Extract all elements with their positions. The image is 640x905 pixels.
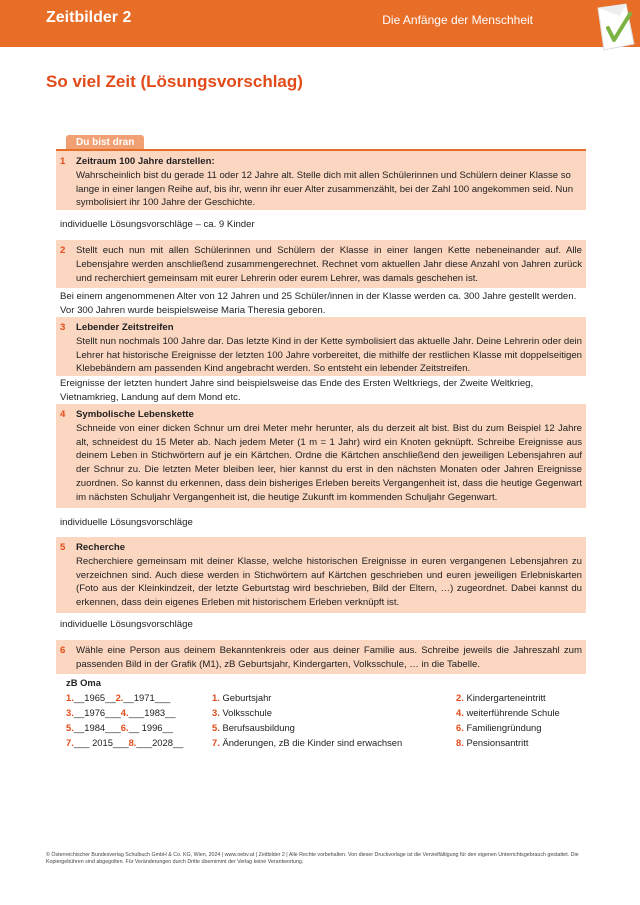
task-number: 3 [60,322,66,333]
years-row: 3.__1976___4.___1983__ [66,707,176,718]
task-text: Schneide von einer dicken Schnur um drei Meter mehr herunter, als du derzeit alt bist. Bist du zum Beispiel 12 Jahre alt, schneidest du 15 Meter ab. Nach jedem Meter (1 m = 1 Jahr) wird ein Knoten geknüpft. Schreibe Ereignisse aus deinem Leben in Stichwörtern auf je ein Kärtchen. Ordne die Kärtchen anschließend den jeweiligen Lebensjahren auf der Schnur zu. Die letzten Meter bleiben leer, hier kannst du erst in den nächsten Monaten oder Jahren Ereignisse zuordnen. So kannst du erkennen, dass dein bisheriges Erleben bereits Vergangenheit ist, dass die heutige Gegenwart im nächsten Schuljahr Vergangenheit ist, die heutige Zukunft im kommenden Schuljahr Gegenwart. [76,422,582,503]
page-header [0,0,640,47]
example-items-left [212,690,442,750]
list-item: 1. Geburtsjahr [212,692,272,703]
list-item: 5. Berufsausbildung [212,722,295,733]
task-heading: Symbolische Lebenskette [76,409,194,420]
task-number: 1 [60,156,66,167]
list-item: 2. Kindergarteneintritt [456,692,546,703]
years-row: 7.___ 2015___8.___2028__ [66,737,184,748]
task-number: 5 [60,542,66,553]
section-tab: Du bist dran [66,135,144,151]
answer-4: individuelle Lösungsvorschläge [60,517,193,528]
years-row: 5.__1984___6.__ 1996__ [66,722,173,733]
list-item: 7. Änderungen, zB die Kinder sind erwachsen [212,737,403,748]
list-item: 6. Familiengründung [456,722,542,733]
task-4 [56,404,586,508]
task-2 [56,240,586,288]
book-logo: Zeitbilder 2 [46,9,132,26]
task-3 [56,317,586,376]
answer-1: individuelle Lösungsvorschläge – ca. 9 Kinder [60,219,255,230]
answer-2: Bei einem angenommenen Alter von 12 Jahren und 25 Schüler/innen in der Klasse werden ca. 300 Jahre gestellt werden. Vor 300 Jahren wurde beispielsweise Maria Theresia geboren. [60,291,577,316]
task-number: 4 [60,409,66,420]
copyright-footer: © Österreichischer Bundesverlag Schulbuch GmbH & Co. KG, Wien, 2024 | www.oebv.at | Zeitbilder 2 | Alle Rechte vorbehalten. Von dieser Druckvorlage ist die Vervielfältigung für den eigenen Unterrichtsgebrauch gestattet. Die Kopiergebühren sind abgegolten. Für Veränderungen durch Dritte übernimmt der Verlag keine Verantwortung. [46,852,579,865]
example-years [66,690,196,750]
answer-5: individuelle Lösungsvorschläge [60,619,193,630]
list-item: 3. Volksschule [212,707,272,718]
task-text: Wähle eine Person aus deinem Bekanntenkreis oder aus deiner Familie aus. Schreibe jeweils die Jahreszahl zum passenden Bild in der Grafik (M1), zB Geburtsjahr, Kindergarten, Volksschule, … in die Tabelle. [76,645,582,670]
years-row: 1.__1965__2.__1971___ [66,692,171,703]
example-items-right [456,690,586,750]
answer-3: Ereignisse der letzten hundert Jahre sind beispielsweise das Ende des Ersten Weltkriegs, der Zweite Weltkrieg, Vietnamkrieg, Landung auf dem Mond etc. [60,378,534,403]
task-number: 2 [60,245,66,256]
task-number: 6 [60,645,66,656]
task-heading: Recherche [76,542,126,553]
list-item: 8. Pensionsantritt [456,737,529,748]
list-item: 4. weiterführende Schule [456,707,560,718]
task-6 [56,640,586,674]
task-text: Stellt euch nun mit allen Schülerinnen und Schülern der Klasse in einer langen Kette nebeneinander auf. Alle Lebensjahre werden anschließend zusammengerechnet. Rechnet vom aktuellen Jahr diese Anzahl von Jahren zurück und recherchiert gemeinsam mit eurer Lehrerin oder eurem Lehrer, was damals geschehen ist. [76,245,582,284]
chapter-title: Die Anfänge der Menschheit [382,13,533,27]
task-1 [56,151,586,210]
example-label: zB Oma [66,677,101,688]
task-heading: Zeitraum 100 Jahre darstellen: [76,156,215,167]
task-text: Recherchiere gemeinsam mit deiner Klasse, welche historischen Ereignisse in euren vergangenen Lebensjahren zu verzeichnen sind. Auch diese werden in Stichwörtern auf Kärtchen geschrieben und euren jeweiligen Erlebniskarten (Foto aus der Kleinkindzeit, der letzte Geburtstag wird beschrieben, Bild der Eltern, …) zugeordnet. Dabei kannst du erkennen, dass dein eigenes Erleben mit historischem Erleben verknüpft ist. [76,555,582,609]
task-text: Wahrscheinlich bist du gerade 11 oder 12 Jahre alt. Stelle dich mit allen Schülerinnen und Schülern deiner Klasse so lange in einer langen Reihe auf, bis ihr, wenn ihr euer Alter zusammenzählt, bei der Zahl 100 angekommen seid. Nun symbolisiert ihr 100 Jahre der Geschichte. [76,169,574,209]
page-title: So viel Zeit (Lösungsvorschlag) [46,72,303,91]
task-heading: Lebender Zeitstreifen [76,322,174,333]
task-text: Stellt nun nochmals 100 Jahre dar. Das letzte Kind in der Kette symbolisiert das aktuelle Jahr. Deine Lehrerin oder dein Lehrer hat historische Ereignisse der letzten 100 Jahre vorbereitet, die mithilfe der restlichen Klasse mit doppelseitigen Klebebändern am passenden Kind angebracht werden. So entsteht ein lebender Zeitstreifen. [76,335,582,375]
checkmark-paper-icon [590,0,640,60]
task-5 [56,537,586,613]
